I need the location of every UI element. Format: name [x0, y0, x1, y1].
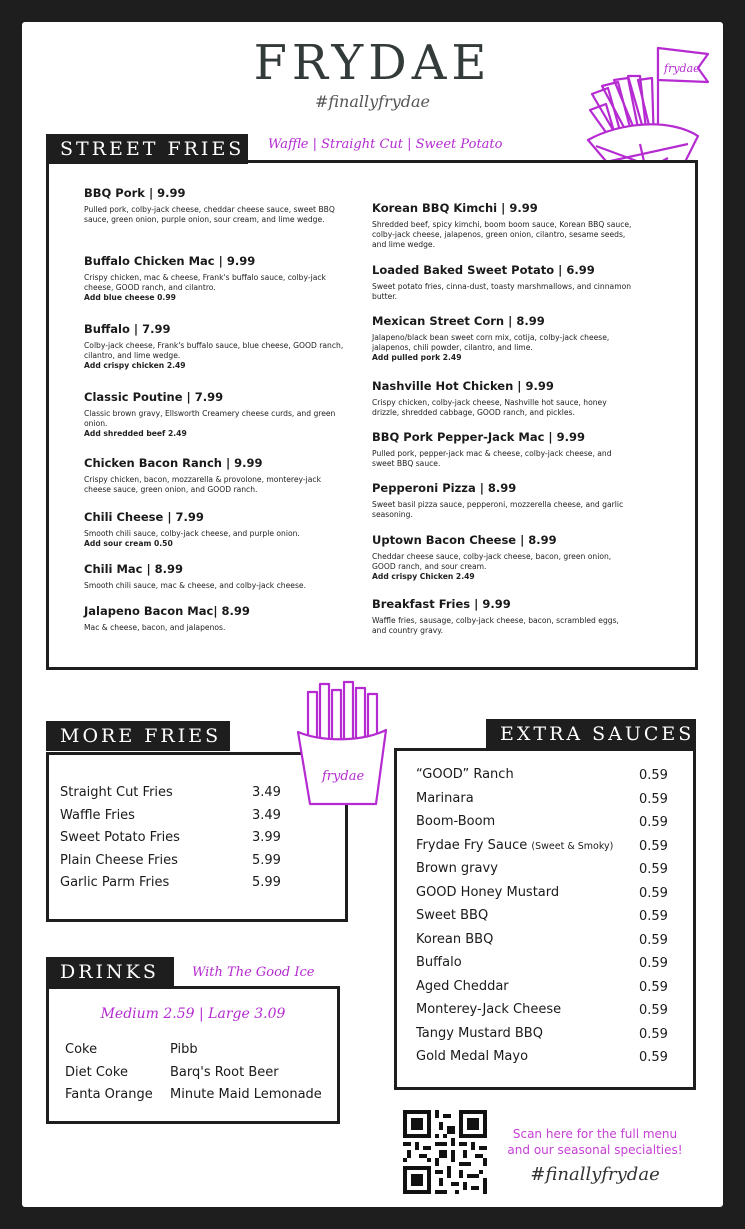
menu-item-description: Cheddar cheese sauce, colby-jack cheese, bacon, green onion, GOOD ranch, and sour cream.	[372, 552, 612, 571]
menu-item	[84, 510, 346, 549]
brand-name: FRYDAE	[253, 35, 492, 91]
menu-item-addon: Add pulled pork 2.49	[372, 353, 462, 362]
menu-item-name: Breakfast Fries | 9.99	[372, 597, 511, 611]
sauce-item-name: Korean BBQ	[416, 931, 494, 947]
sauce-item-price: 0.59	[639, 1050, 668, 1065]
sauce-item	[416, 1026, 543, 1042]
sauce-item-price: 0.59	[639, 862, 668, 877]
menu-item	[372, 263, 634, 302]
menu-item-name: Chili Cheese | 7.99	[84, 510, 204, 524]
scan-note	[500, 1126, 690, 1158]
sauce-item	[416, 1002, 561, 1018]
menu-item-name: Nashville Hot Chicken | 9.99	[372, 379, 554, 393]
more-fries-title: MORE FRIES	[46, 721, 230, 751]
sauce-item	[416, 767, 514, 783]
drinks-subtitle: With The Good Ice	[192, 965, 315, 980]
drink-item: Coke	[65, 1042, 98, 1057]
flag-text: frydae	[664, 62, 700, 75]
sauce-item-name: Tangy Mustard BBQ	[416, 1025, 543, 1041]
menu-item-description: Pulled pork, pepper-jack mac & cheese, colby-jack cheese, and sweet BBQ sauce.	[372, 449, 612, 468]
sauce-item-name: “GOOD” Ranch	[416, 767, 514, 782]
sauce-item-price: 0.59	[639, 791, 668, 807]
sauce-item-name: Brown gravy	[416, 861, 498, 876]
sauce-item	[416, 791, 474, 807]
sauce-item-price: 0.59	[639, 815, 668, 830]
menu-item-name: Uptown Bacon Cheese | 8.99	[372, 533, 557, 547]
menu-item-description: Classic brown gravy, Ellsworth Creamery cheese curds, and green onion.	[84, 409, 336, 428]
menu-item	[84, 254, 346, 303]
menu-item-description: Shredded beef, spicy kimchi, boom boom sauce, Korean BBQ sauce, colby-jack cheese, jalapenos, green onion, cilantro, sesame seeds, and lime wedge.	[372, 220, 632, 249]
menu-item	[84, 604, 346, 633]
menu-item	[372, 314, 634, 363]
sauce-item	[416, 932, 493, 948]
menu-item	[372, 481, 634, 520]
menu-item-addon: Add crispy Chicken 2.49	[372, 572, 475, 581]
drink-item: Diet Coke	[65, 1064, 128, 1080]
drink-item: Minute Maid Lemonade	[170, 1087, 322, 1102]
menu-item	[84, 562, 346, 591]
menu-item	[372, 379, 634, 418]
menu-item-description: Smooth chili sauce, colby-jack cheese, and purple onion.	[84, 529, 300, 538]
menu-item-description: Mac & cheese, bacon, and jalapenos.	[84, 623, 226, 632]
menu-item	[84, 186, 346, 225]
menu-item	[84, 390, 346, 439]
menu-item-name: Buffalo Chicken Mac | 9.99	[84, 254, 256, 268]
street-fries-subtitle: Waffle | Straight Cut | Sweet Potato	[268, 137, 503, 152]
more-fries-item-name: Waffle Fries	[60, 807, 135, 823]
sauce-item-price: 0.59	[639, 956, 668, 971]
sauce-item-name: Boom-Boom	[416, 814, 496, 829]
sauce-item-name: Marinara	[416, 790, 474, 806]
menu-item-description: Sweet basil pizza sauce, pepperoni, mozzerella cheese, and garlic seasoning.	[372, 500, 624, 519]
menu-item-name: BBQ Pork Pepper-Jack Mac | 9.99	[372, 430, 586, 444]
sauce-item-name: Aged Cheddar	[416, 978, 509, 994]
footer-hashtag: #finallyfrydae	[530, 1164, 660, 1185]
sauce-item-price: 0.59	[639, 1003, 668, 1018]
menu-item	[372, 533, 634, 582]
sauce-item-name: GOOD Honey Mustard	[416, 884, 560, 900]
sauce-item	[416, 955, 462, 971]
scan-line-1: Scan here for the full menu	[512, 1127, 678, 1141]
menu-item-description: Colby-jack cheese, Frank's buffalo sauce, blue cheese, GOOD ranch, cilantro, and lime wedge.	[84, 341, 344, 360]
fries-box-icon	[292, 680, 392, 810]
menu-item-description: Crispy chicken, colby-jack cheese, Nashville hot sauce, honey drizzle, shredded cabbage, GOOD ranch, and pickles.	[372, 398, 607, 417]
more-fries-item-price: 3.49	[252, 807, 281, 823]
menu-item-name: Buffalo | 7.99	[84, 322, 171, 336]
drinks-sizes: Medium 2.59 | Large 3.09	[100, 1006, 286, 1022]
sauce-item-price: 0.59	[639, 838, 668, 854]
sauce-item-price: 0.59	[639, 1026, 668, 1042]
menu-item-name: Korean BBQ Kimchi | 9.99	[372, 201, 538, 215]
sauce-item-price: 0.59	[639, 909, 668, 924]
menu-item-description: Smooth chili sauce, mac & cheese, and colby-jack cheese.	[84, 581, 306, 590]
menu-item-description: Sweet potato fries, cinna-dust, toasty marshmallows, and cinnamon butter.	[372, 282, 632, 301]
menu-item-description: Pulled pork, colby-jack cheese, cheddar cheese sauce, sweet BBQ sauce, green onion, purple onion, sour cream, and lime wedge.	[84, 205, 335, 224]
more-fries-item-name: Garlic Parm Fries	[60, 875, 170, 890]
fries-box-text: frydae	[322, 769, 365, 784]
drink-item: Pibb	[170, 1042, 198, 1057]
drink-item: Fanta Orange	[65, 1087, 153, 1102]
extra-sauces-title: EXTRA SAUCES	[486, 719, 696, 749]
street-fries-title: STREET FRIES	[46, 134, 248, 164]
more-fries-item-name: Straight Cut Fries	[60, 785, 173, 800]
sauce-item	[416, 885, 559, 901]
sauce-item-name: Buffalo	[416, 955, 462, 970]
menu-item-name: Chicken Bacon Ranch | 9.99	[84, 456, 263, 470]
menu-item-description: Crispy chicken, mac & cheese, Frank's buffalo sauce, colby-jack cheese, GOOD ranch, and cilantro.	[84, 273, 326, 292]
sauce-item-price: 0.59	[639, 979, 668, 995]
sauce-item	[416, 838, 613, 855]
drink-item: Barq's Root Beer	[170, 1064, 279, 1080]
menu-item-addon: Add shredded beef 2.49	[84, 429, 187, 438]
drinks-title: DRINKS	[46, 957, 174, 987]
menu-item-name: Jalapeno Bacon Mac| 8.99	[84, 604, 250, 618]
menu-item-name: Mexican Street Corn | 8.99	[372, 314, 545, 328]
more-fries-item-price: 5.99	[252, 875, 281, 890]
menu-item-name: Pepperoni Pizza | 8.99	[372, 481, 517, 495]
menu-item-name: BBQ Pork | 9.99	[84, 186, 186, 200]
menu-item	[84, 456, 346, 495]
sauce-item-name: Monterey-Jack Cheese	[416, 1002, 562, 1017]
menu-item	[372, 597, 634, 636]
sauce-item-name: Gold Medal Mayo	[416, 1049, 529, 1064]
menu-item-description: Waffle fries, sausage, colby-jack cheese, bacon, scrambled eggs, and country gravy.	[372, 616, 619, 635]
brand-tagline: #finallyfrydae	[314, 92, 431, 111]
sauce-item	[416, 1049, 528, 1065]
menu-item-addon: Add blue cheese 0.99	[84, 293, 176, 302]
menu-item	[372, 430, 634, 469]
more-fries-item-price: 3.99	[252, 830, 281, 845]
sauce-item-price: 0.59	[639, 932, 668, 948]
menu-item-name: Loaded Baked Sweet Potato | 6.99	[372, 263, 595, 277]
sauce-item-price: 0.59	[639, 885, 668, 901]
menu-item	[84, 322, 346, 371]
sauce-item	[416, 908, 488, 924]
scan-line-2: and our seasonal specialties!	[507, 1143, 683, 1157]
sauce-item	[416, 861, 498, 877]
menu-item-addon: Add crispy chicken 2.49	[84, 361, 186, 370]
menu-item-description: Jalapeno/black bean sweet corn mix, cotija, colby-jack cheese, jalapenos, chili powder, cilantro, and lime.	[372, 333, 610, 352]
more-fries-item-price: 3.49	[252, 785, 281, 800]
sauce-item-name: Frydae Fry Sauce	[416, 837, 528, 853]
menu-item	[372, 201, 634, 250]
sauce-item-name: Sweet BBQ	[416, 908, 489, 923]
menu-item-name: Classic Poutine | 7.99	[84, 390, 224, 404]
sauce-item-price: 0.59	[639, 768, 668, 783]
menu-item-name: Chili Mac | 8.99	[84, 562, 184, 576]
menu-item-description: Crispy chicken, bacon, mozzarella & provolone, monterey-jack cheese sauce, green onion, and GOOD ranch.	[84, 475, 321, 494]
more-fries-item-price: 5.99	[252, 852, 281, 868]
qr-code[interactable]	[403, 1110, 487, 1194]
more-fries-item-name: Plain Cheese Fries	[60, 852, 178, 868]
sauce-item	[416, 814, 495, 830]
sauce-item	[416, 979, 509, 995]
menu-item-addon: Add sour cream 0.50	[84, 539, 173, 548]
more-fries-item-name: Sweet Potato Fries	[60, 830, 180, 845]
sauce-item-note: (Sweet & Smoky)	[531, 840, 614, 852]
